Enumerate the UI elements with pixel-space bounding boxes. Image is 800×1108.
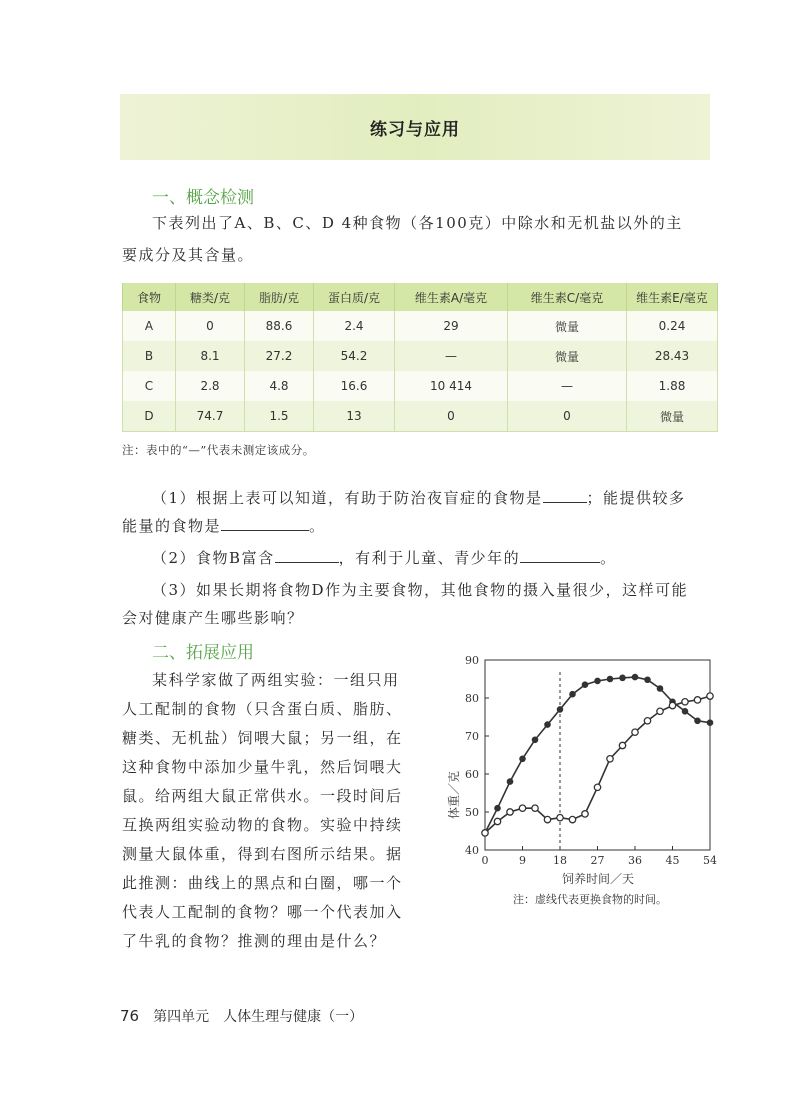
- intro-line1: 下表列出了A、B、C、D 4种食物（各100克）中除水和无机盐以外的主: [152, 214, 683, 232]
- table-row: [123, 311, 718, 341]
- section2-line: 了牛乳的食物？推测的理由是什么？: [122, 932, 387, 950]
- filled-data-point: [545, 722, 551, 728]
- answer-blank: [221, 516, 309, 531]
- chart-axes: [485, 660, 710, 850]
- open-data-point: [594, 784, 600, 790]
- section2-line: 人工配制的食物（只含蛋白质、脂肪、: [122, 700, 403, 718]
- filled-data-point: [620, 675, 626, 681]
- table-cell: —: [508, 371, 627, 401]
- open-data-point: [544, 816, 550, 822]
- chart-series: [482, 674, 713, 836]
- open-data-point: [569, 816, 575, 822]
- filled-data-point: [520, 756, 526, 762]
- open-data-point: [507, 809, 513, 815]
- table-header-row: [123, 283, 718, 311]
- table-cell: D: [123, 401, 176, 432]
- section2-line: 测量大鼠体重，得到右图所示结果。据: [122, 845, 403, 863]
- section1-heading: 一、概念检测: [152, 188, 254, 208]
- section2-line: 某科学家做了两组实验：一组只用: [152, 671, 400, 689]
- section2-line: 这种食物中添加少量牛乳，然后饲喂大: [122, 758, 403, 776]
- table-cell: 28.43: [627, 341, 718, 371]
- x-tick-label: 0: [481, 854, 489, 867]
- chart-xlabel: 饲养时间／天: [561, 872, 635, 886]
- open-data-point: [707, 693, 713, 699]
- table-header: 食物: [123, 283, 176, 311]
- table-cell: 74.7: [176, 401, 245, 432]
- intro-line2: 要成分及其含量。: [122, 246, 255, 264]
- section2-line: 互换两组实验动物的食物。实验中持续: [122, 816, 403, 834]
- table-cell: A: [123, 311, 176, 341]
- question2-text: （2）食物B富含: [152, 549, 275, 567]
- filled-data-point: [657, 686, 663, 692]
- x-tick-label: 45: [665, 854, 680, 867]
- section2-line: 糖类、无机盐）饲喂大鼠；另一组，在: [122, 729, 403, 747]
- y-tick-label: 70: [465, 730, 479, 743]
- chart-frame: [485, 660, 710, 850]
- filled-data-point: [507, 779, 513, 785]
- filled-data-point: [557, 707, 563, 713]
- page-number: 76: [120, 1007, 140, 1025]
- open-data-point: [519, 805, 525, 811]
- question2-line: [152, 544, 617, 572]
- y-tick-label: 90: [465, 654, 479, 667]
- filled-data-point: [495, 805, 501, 811]
- question1-line1: [152, 484, 686, 512]
- table-cell: 27.2: [245, 341, 314, 371]
- title-banner: [120, 94, 710, 160]
- table-row: [123, 401, 718, 432]
- unit-title: 第四单元 人体生理与健康（一）: [153, 1009, 364, 1025]
- table-cell: 8.1: [176, 341, 245, 371]
- question1-end: 。: [309, 517, 326, 535]
- weight-chart: [440, 645, 730, 905]
- filled-data-point: [707, 720, 713, 726]
- section2-line: 鼠。给两组大鼠正常供水。一段时间后: [122, 787, 403, 805]
- filled-data-point: [582, 682, 588, 688]
- table-cell: 2.4: [314, 311, 395, 341]
- open-data-point: [482, 830, 488, 836]
- table-cell: 0: [508, 401, 627, 432]
- question1-text: （1）根据上表可以知道，有助于防治夜盲症的食物是: [152, 489, 543, 507]
- filled-data-point: [607, 676, 613, 682]
- question1-text-mid: ；能提供较多: [586, 489, 686, 507]
- table-header: 维生素E/毫克: [627, 283, 718, 311]
- question1-line2: [122, 512, 326, 540]
- question3-line2: 会对健康产生哪些影响？: [122, 609, 304, 627]
- open-data-point: [682, 699, 688, 705]
- open-data-point: [694, 697, 700, 703]
- open-data-point: [494, 818, 500, 824]
- filled-data-point: [682, 709, 688, 715]
- filled-data-point: [570, 691, 576, 697]
- section2-heading: 二、拓展应用: [152, 643, 254, 663]
- y-tick-label: 50: [465, 806, 479, 819]
- weight-chart-svg: [440, 645, 730, 905]
- table-cell: 54.2: [314, 341, 395, 371]
- table-cell: 微量: [627, 401, 718, 432]
- table-cell: C: [123, 371, 176, 401]
- table-cell: 1.88: [627, 371, 718, 401]
- table-header: 维生素C/毫克: [508, 283, 627, 311]
- question2-text-mid: ，有利于儿童、青少年的: [338, 549, 521, 567]
- table-cell: 13: [314, 401, 395, 432]
- table-cell: B: [123, 341, 176, 371]
- open-data-point: [644, 718, 650, 724]
- open-data-point: [582, 811, 588, 817]
- table-cell: 0: [176, 311, 245, 341]
- open-data-point: [557, 815, 563, 821]
- answer-blank: [520, 548, 600, 563]
- page-footer: [120, 1006, 363, 1026]
- question1-text2: 能量的食物是: [122, 517, 222, 535]
- table-header: 维生素A/毫克: [395, 283, 508, 311]
- question3-line1: （3）如果长期将食物D作为主要食物，其他食物的摄入量很少，这样可能: [152, 581, 689, 599]
- table-cell: 1.5: [245, 401, 314, 432]
- y-tick-label: 80: [465, 692, 479, 705]
- nutrient-table: [122, 283, 718, 432]
- table-row: [123, 371, 718, 401]
- table-note: 注：表中的“—”代表未测定该成分。: [122, 443, 315, 457]
- open-data-point: [607, 756, 613, 762]
- section2-line: 此推测：曲线上的黑点和白圈，哪一个: [122, 874, 403, 892]
- table-cell: 88.6: [245, 311, 314, 341]
- y-tick-label: 60: [465, 768, 479, 781]
- table-cell: 微量: [508, 341, 627, 371]
- filled-data-point: [632, 674, 638, 680]
- x-tick-label: 36: [628, 854, 642, 867]
- table-cell: 29: [395, 311, 508, 341]
- table-cell: 0.24: [627, 311, 718, 341]
- chart-caption: 注：虚线代表更换食物的时间。: [513, 893, 667, 905]
- x-tick-label: 18: [553, 854, 567, 867]
- table-header: 脂肪/克: [245, 283, 314, 311]
- answer-blank: [543, 488, 587, 503]
- table-cell: 10 414: [395, 371, 508, 401]
- table-cell: 4.8: [245, 371, 314, 401]
- table-cell: 2.8: [176, 371, 245, 401]
- open-data-point: [532, 805, 538, 811]
- filled-data-point: [645, 677, 651, 683]
- table-cell: 16.6: [314, 371, 395, 401]
- section2-line: 代表人工配制的食物？哪一个代表加入: [122, 903, 403, 921]
- x-tick-label: 27: [590, 854, 605, 867]
- table-cell: —: [395, 341, 508, 371]
- answer-blank: [275, 548, 339, 563]
- page-title: 练习与应用: [370, 119, 460, 140]
- y-tick-label: 40: [465, 844, 479, 857]
- filled-data-point: [532, 737, 538, 743]
- filled-data-point: [695, 718, 701, 724]
- open-data-point: [632, 729, 638, 735]
- chart-ylabel: 体重／克: [447, 770, 461, 820]
- open-data-point: [657, 708, 663, 714]
- open-data-point: [669, 702, 675, 708]
- table-header: 糖类/克: [176, 283, 245, 311]
- table-row: [123, 341, 718, 371]
- table-cell: 微量: [508, 311, 627, 341]
- x-tick-label: 9: [519, 854, 526, 867]
- table-header: 蛋白质/克: [314, 283, 395, 311]
- chart-ticks: [465, 654, 717, 867]
- table-cell: 0: [395, 401, 508, 432]
- open-data-point: [619, 742, 625, 748]
- filled-data-point: [595, 678, 601, 684]
- x-tick-label: 54: [703, 854, 717, 867]
- question2-end: 。: [600, 549, 617, 567]
